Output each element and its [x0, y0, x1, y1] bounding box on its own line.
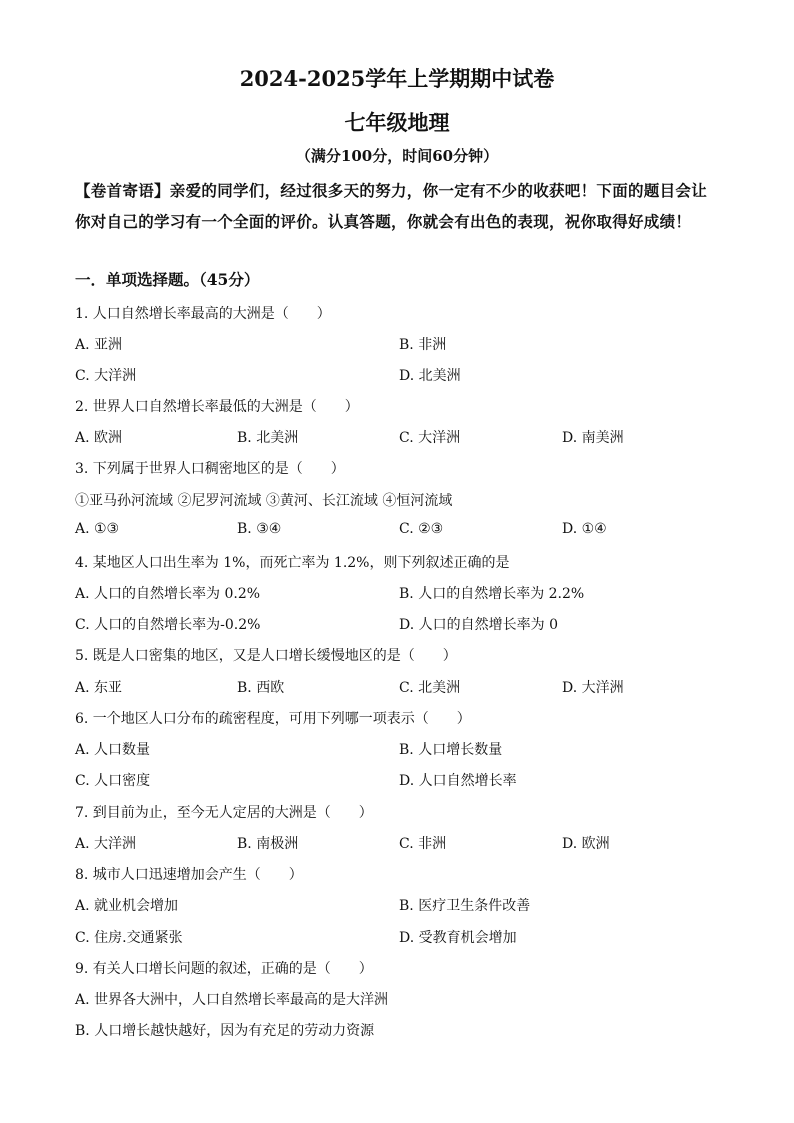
option-a: A. 世界各大洲中，人口自然增长率最高的是大洋洲 — [75, 992, 389, 1008]
option-a: A. 人口的自然增长率为 0.2% — [75, 586, 261, 602]
question-stem: 7. 到目前为止，至今无人定居的大洲是（ ） — [75, 805, 373, 821]
question-stem: 3. 下列属于世界人口稠密地区的是（ ） — [75, 461, 345, 477]
option-c: C. 大洋洲 — [75, 368, 137, 384]
option-c: C. 住房.交通紧张 — [75, 930, 183, 946]
option-a: A. 东亚 — [75, 680, 123, 696]
option-d: D. 大洋洲 — [562, 680, 624, 696]
option-d: D. 北美洲 — [399, 368, 461, 384]
section-heading: 一．单项选择题。（45分） — [75, 270, 260, 289]
option-c: C. 大洋洲 — [399, 430, 461, 446]
question-stem: 1. 人口自然增长率最高的大洲是（ ） — [75, 306, 331, 322]
question-stem: 5. 既是人口密集的地区，又是人口增长缓慢地区的是（ ） — [75, 648, 457, 664]
question-stem: 2. 世界人口自然增长率最低的大洲是（ ） — [75, 399, 359, 415]
option-c: C. 非洲 — [399, 836, 447, 852]
option-b: B. 人口增长越快越好，因为有充足的劳动力资源 — [75, 1023, 375, 1039]
option-b: B. 人口的自然增长率为 2.2% — [399, 586, 585, 602]
question-stem: 9. 有关人口增长问题的叙述，正确的是（ ） — [75, 961, 373, 977]
exam-score-time: （满分100分，时间60分钟） — [295, 147, 499, 165]
option-c: C. 人口的自然增长率为-0.2% — [75, 617, 261, 633]
option-b: B. 北美洲 — [237, 430, 299, 446]
question-stem: 8. 城市人口迅速增加会产生（ ） — [75, 867, 303, 883]
option-b: B. 人口增长数量 — [399, 742, 503, 758]
exam-title: 2024-2025学年上学期期中试卷 — [239, 66, 555, 91]
question-statements: ①亚马孙河流域 ②尼罗河流域 ③黄河、长江流域 ④恒河流域 — [75, 493, 453, 509]
option-a: A. 亚洲 — [75, 337, 123, 353]
option-d: D. 南美洲 — [562, 430, 624, 446]
option-d: D. 欧洲 — [562, 836, 610, 852]
option-d: D. 受教育机会增加 — [399, 930, 517, 946]
option-d: D. 人口的自然增长率为 0 — [399, 617, 558, 633]
option-c: C. ②③ — [399, 521, 444, 537]
option-c: C. 人口密度 — [75, 773, 151, 789]
option-b: B. ③④ — [237, 521, 282, 537]
option-d: D. ①④ — [562, 521, 607, 537]
question-stem: 6. 一个地区人口分布的疏密程度，可用下列哪一项表示（ ） — [75, 711, 471, 727]
preface-message: 【卷首寄语】亲爱的同学们，经过很多天的努力，你一定有不少的收获吧！下面的题目会让你对自己的学习有一个全面的评价。认真答题，你就会有出色的表现，祝你取得好成绩！ — [75, 181, 708, 231]
question-stem: 4. 某地区人口出生率为 1%，而死亡率为 1.2%，则下列叙述正确的是 — [75, 555, 510, 571]
option-a: A. 就业机会增加 — [75, 898, 179, 914]
exam-subject: 七年级地理 — [344, 110, 450, 135]
option-b: B. 南极洲 — [237, 836, 299, 852]
option-a: A. 人口数量 — [75, 742, 151, 758]
option-b: B. 西欧 — [237, 680, 285, 696]
option-b: B. 医疗卫生条件改善 — [399, 898, 531, 914]
option-b: B. 非洲 — [399, 337, 447, 353]
option-d: D. 人口自然增长率 — [399, 773, 517, 789]
option-a: A. 大洋洲 — [75, 836, 137, 852]
option-c: C. 北美洲 — [399, 680, 461, 696]
option-a: A. ①③ — [75, 521, 120, 537]
option-a: A. 欧洲 — [75, 430, 123, 446]
